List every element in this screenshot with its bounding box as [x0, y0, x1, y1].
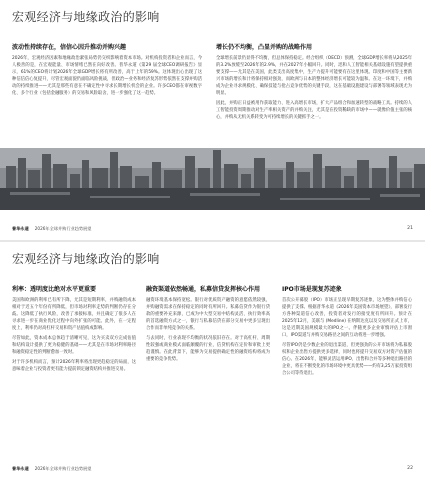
section-heading: 利率：透明度比绝对水平更重要: [12, 286, 97, 293]
section-heading: 增长仍不均衡，凸显并购的战略作用: [216, 44, 313, 51]
page-footer: [12, 466, 92, 472]
page-title: 宏观经济与地缘政治的影响: [12, 10, 160, 24]
section-paragraph: 尽管IPO仍是少数企业的退出渠道，但更强劲的公开市场将为私募股权和企业出售方提供更多选择，同时也将提升交易双方对资产估值的信心。在2026年，能够灵活运用IPO、出售和合并等多种退出路径的企业，将在不断变化的市场环境中更具优势——约有3,25万家投资组合公司等待退出。: [282, 343, 412, 376]
column-rates: [12, 286, 136, 376]
page-title: 宏观经济与地缘政治的影响: [12, 252, 160, 266]
page-22: [0, 242, 425, 482]
section-paragraph: 首次公开募股（IPO）市场正呈现早期复苏迹象，这为整体并购信心提供了支撑。根据普华永道《2026年美国资本市场展望》，部署发行方各种渠道信心改善，投资者对发行的接受度有所回升。预计在2025年12月，美联与 (Medline) 在纳斯达克以及交易所正式上市，这是近期美国规模最大的IPO之一。伴随更多企业审慎评估上市窗口，IPO渠道与并购交易路径之间的互动将进一步增强。: [282, 298, 412, 338]
section-paragraph: 融资环境基本保持宽松。银行对优质资产融资的意愿依然较强，并购融资需求在保持稳定的同时有所回升。私募信贷作为银行贷款的重要补充来源，已成为中大型交易中结构灵活、执行效率高的首选融资方式之一，银行与私募信贷在部分交易中更多呈现出合作而非单纯竞争的关系。: [146, 298, 270, 331]
section-paragraph: 2026年，宏观经济因素和地缘政治紧张局势仍交织影响着资本市场。对机构投资者和企业而言，今人极善的是，在宏观能量、市场情绪已然在向好改善。普华永道《第29 届全球CEO调研报告》显示，61%的CEO将计划2026年全球GDP增长将有所改善，高于上年的59%。这体现出心出现了这种信信信心复提升，尽管宏观面貌仍面临风险挑战，但政治—业务和经济复苏形势依然在支撑并购活动的持续推进——尤其是那些有意在不确定性中寻求长期增长机会的企业。许多CEO都在审视数字化、多个行业（包括金融服务）的交易和风险取舍，进一步强化了这一趋势。: [12, 56, 202, 96]
column-ipo: [282, 286, 412, 380]
section-paragraph: 与去同时，行业表现不均衡的状况依旧存在。对于高杠杆、周期性较强或商业模式面临颠覆的行业，信贷机构在定价和审批上更趋谨慎。在此背景下，能够为交易提供确定性的融资结构将成为重要的竞争优势。: [146, 336, 270, 362]
section-paragraph: 全球增长前景仍显得不均衡，但总体保持稳定。经合组织（OECD）预测，全球GDP增长率将从2025年的3.2%放缓至2026年的2.9%，并在2027年小幅回升。同时，迅和人工智能相关基础设施有望提供重要支撑——尤其是在美国，此类支出高度集中，生产力提升可能要有在这里体现。印度和中国等主要新兴市场的增长和汁将保持相对强劲，而欧洲与日本的整体经济增长可能较为温和。在这一环境下，并购成为企业寻求规模化、确保技能与抢占竞争优势的关键手段，这在基础设施建设与部署等领域表现尤为明显。: [216, 56, 412, 96]
section-heading: 波动性持续存在，信信心因升推动并购兴趣: [12, 44, 127, 51]
page-number: 21: [407, 226, 413, 231]
page-number: 22: [407, 466, 413, 471]
section-heading: IPO市场是现复苏迹象: [282, 286, 342, 293]
column-financing: [146, 286, 270, 366]
section-heading: 融资渠道依然畅通，私募信贷发挥核心作用: [146, 286, 261, 293]
section-paragraph: 因此，并购正日益被用作获取能力、进入高增长市场，扩大产品组合和加速转型的战略工具。持续的人工智能投资周期推动对生产率相关资产的并购关注，尤其是在投资稀缺的市场中——就像价值主张的核心，并购从无机关系转变为可持续增长的关键抓手之一。: [216, 101, 412, 120]
page-footer: [12, 226, 92, 232]
page-21: [0, 0, 425, 240]
column-growth: [216, 44, 412, 124]
footer-text: 2026年全球并购行业趋势展望: [34, 466, 92, 471]
footer-text: 2026年全球并购行业趋势展望: [34, 226, 92, 231]
city-skyline-photo: [0, 148, 425, 210]
section-paragraph: 对于许多机构而言，预计2026年利率将出现更趋稳定的局面，这意味着企业与投资者更有能力提前锁定融资结构并推进交易。: [12, 360, 136, 372]
section-paragraph: 尽管如此，资本成本总体趋于清晰可见，这为买卖双方完成估值和结构设计提供了更为稳健的基础——尤其是在市场对利率路径和融资稳定性的判断愈加一致时。: [12, 336, 136, 355]
skyline-image: [0, 148, 425, 210]
footer-brand: 普华永道: [12, 226, 29, 231]
footer-brand: 普华永道: [12, 466, 29, 471]
section-paragraph: 美国和欧洲的利率已有所下降，尤其是短期利率，并购融资成本相对于近五个年份有所降低，但市场对利率走势的判断仍存在分歧。这降低了执行风险，改善了承接标准，并且确定了很多人在寻求进一步在商业优化过程中向外扩张的可能。此外，在一定程度上，利率仍对高杠杆交易和资产估值构成影响。: [12, 298, 136, 331]
column-volatility: [12, 44, 202, 100]
